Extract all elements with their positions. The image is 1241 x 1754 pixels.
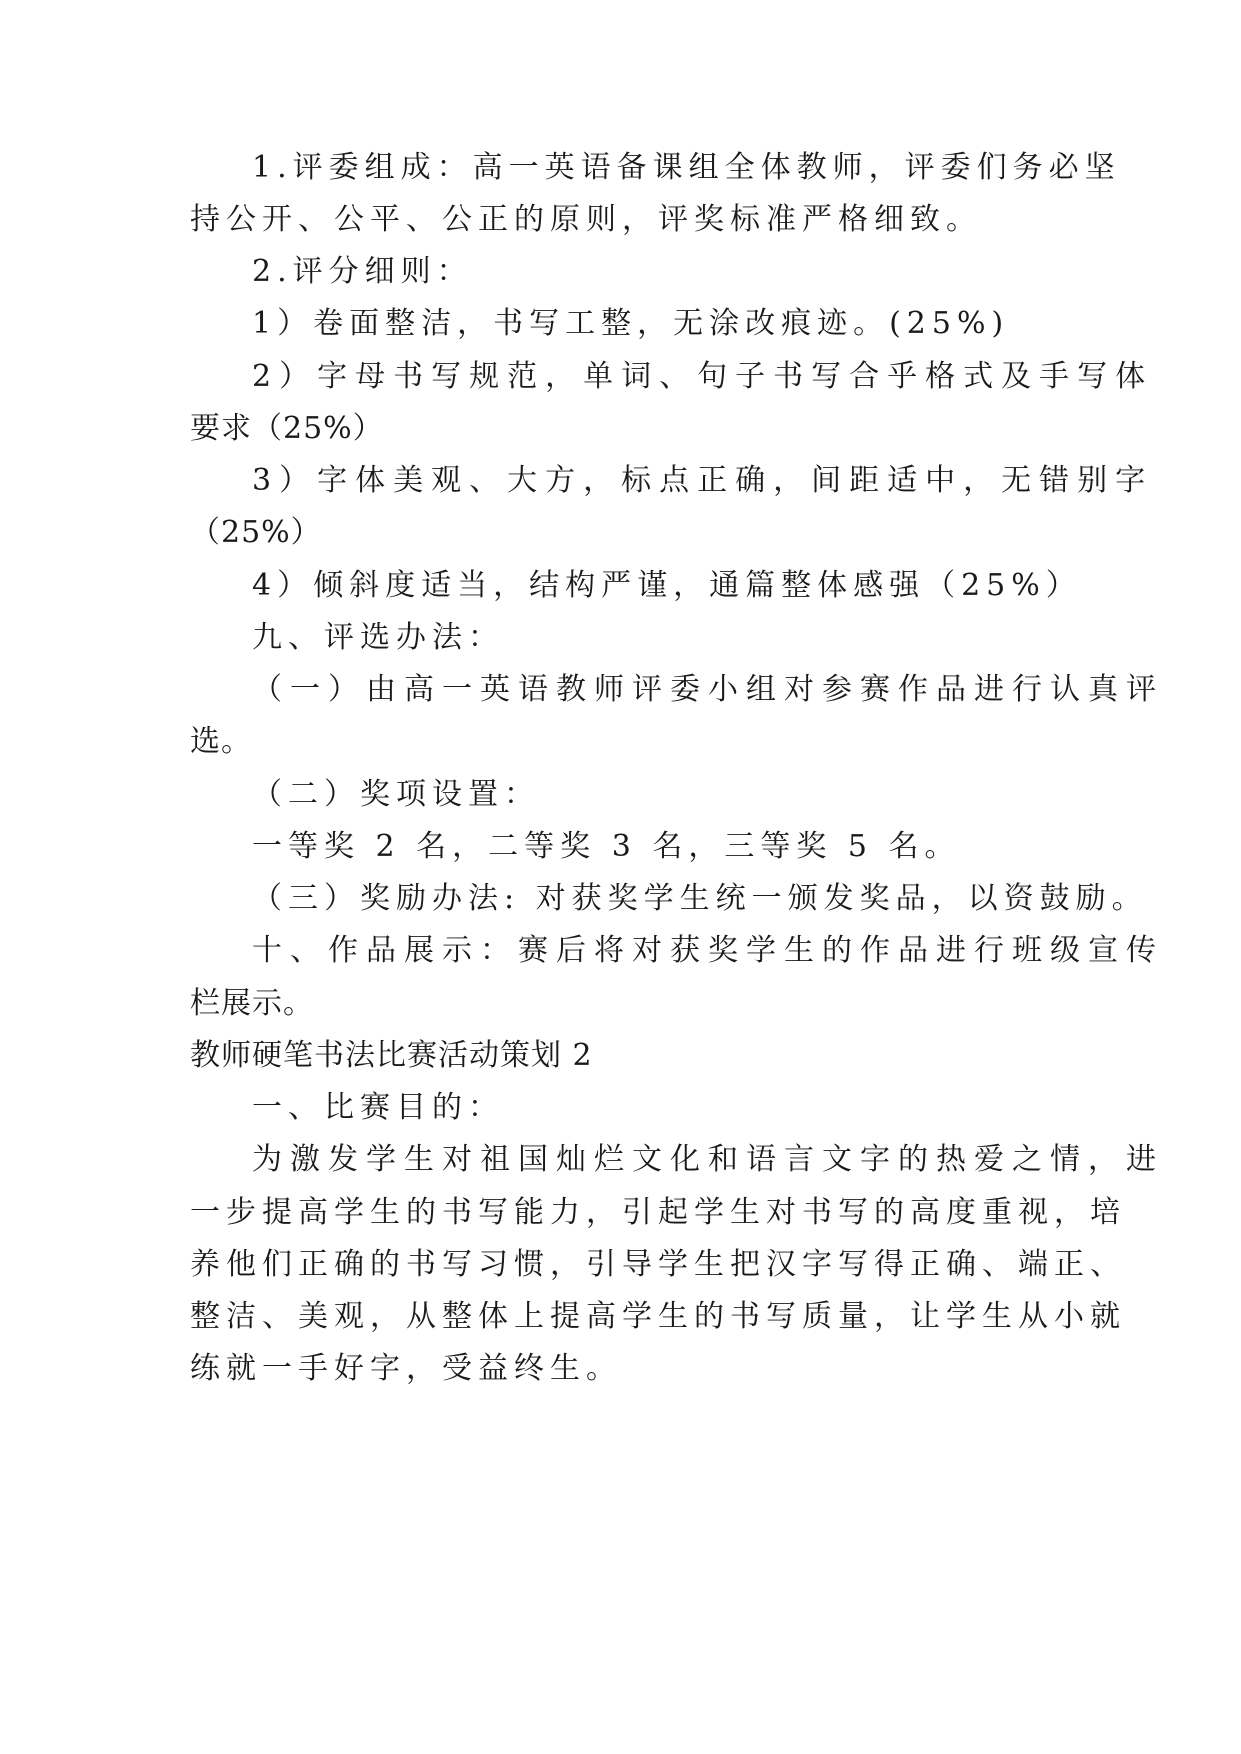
paragraph-line: 一步提高学生的书写能力，引起学生对书写的高度重视，培	[190, 1195, 1126, 1230]
paragraph-line: 持公开、公平、公正的原则，评奖标准严格细致。	[190, 202, 982, 237]
paragraph-line: 养他们正确的书写习惯，引导学生把汉字写得正确、端正、	[190, 1247, 1126, 1282]
paragraph-line: （一）由高一英语教师评委小组对参赛作品进行认真评	[252, 672, 1164, 707]
paragraph-line: 2.评分细则：	[252, 254, 473, 289]
paragraph-line: （二）奖项设置：	[252, 777, 540, 812]
paragraph-line: 3）字体美观、大方，标点正确，间距适中，无错别字	[252, 463, 1154, 498]
document-title: 教师硬笔书法比赛活动策划 2	[190, 1038, 593, 1073]
paragraph-line: 十、作品展示：赛后将对获奖学生的作品进行班级宣传	[252, 933, 1164, 968]
paragraph-line: 整洁、美观，从整体上提高学生的书写质量，让学生从小就	[190, 1299, 1126, 1334]
paragraph-line: （三）奖励办法: 对获奖学生统一颁发奖品，以资鼓励。	[252, 881, 1148, 916]
paragraph-line: 要求（25%）	[190, 411, 384, 446]
paragraph-line: 为激发学生对祖国灿烂文化和语言文字的热爱之情，进	[252, 1142, 1164, 1177]
paragraph-line: 练就一手好字，受益终生。	[190, 1351, 622, 1386]
paragraph-line: 4）倾斜度适当，结构严谨，通篇整体感强（25%）	[252, 568, 1082, 603]
section-heading: 一、比赛目的：	[252, 1090, 504, 1125]
paragraph-line: 一等奖 2 名，二等奖 3 名，三等奖 5 名。	[252, 829, 961, 864]
paragraph-line: 2）字母书写规范，单词、句子书写合乎格式及手写体	[252, 359, 1154, 394]
section-heading: 九、评选办法：	[252, 620, 504, 655]
paragraph-line: （25%）	[190, 515, 322, 550]
paragraph-line: 栏展示。	[190, 986, 314, 1021]
paragraph-line: 1）卷面整洁，书写工整，无涂改痕迹。(25%)	[252, 306, 1010, 341]
paragraph-line: 1.评委组成：高一英语备课组全体教师，评委们务必坚	[252, 150, 1121, 185]
paragraph-line: 选。	[190, 724, 252, 759]
